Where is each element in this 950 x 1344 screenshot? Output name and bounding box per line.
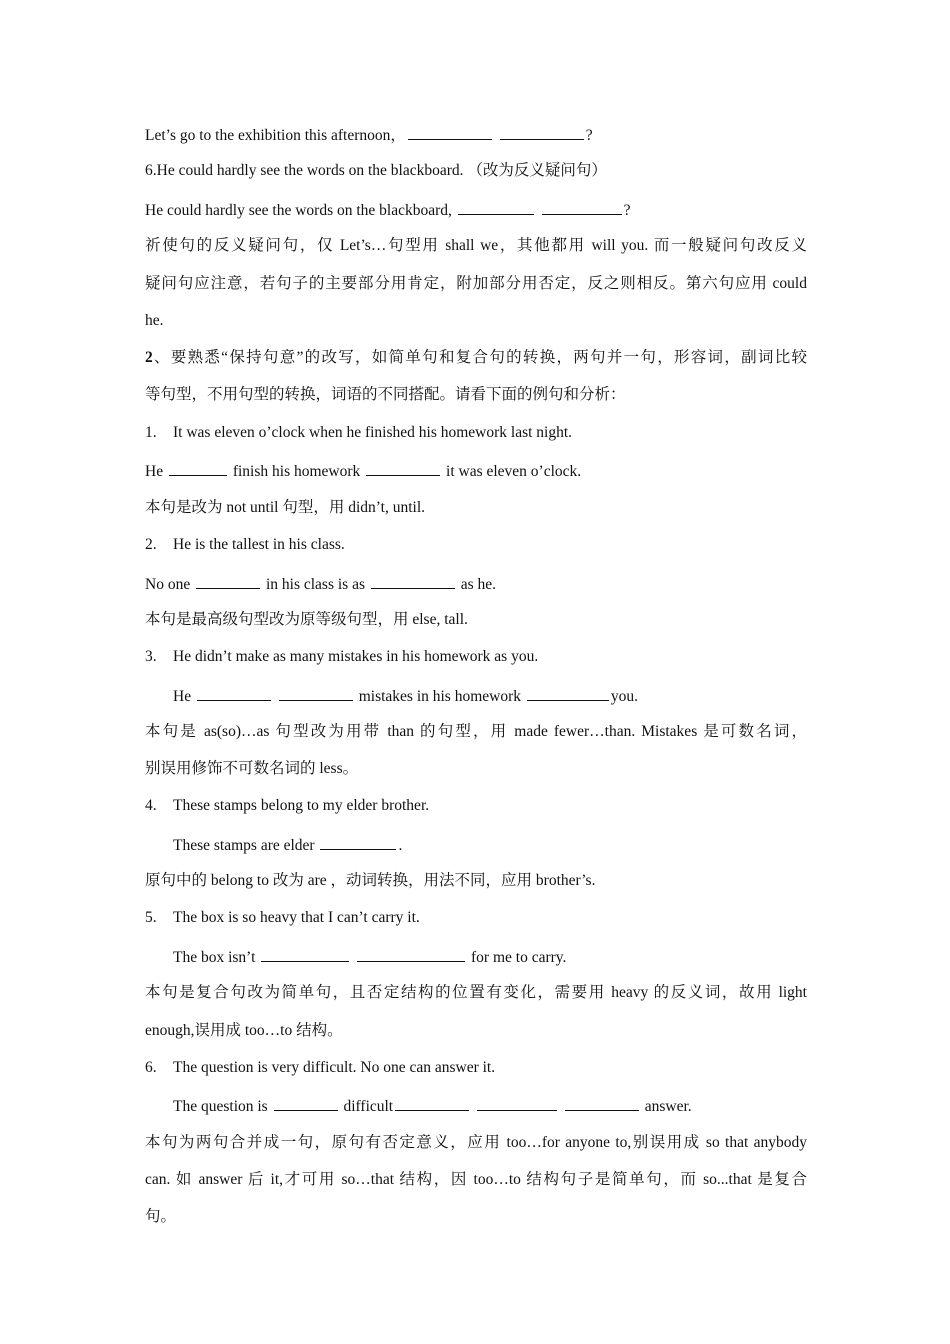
answer-blank[interactable] (542, 199, 622, 215)
answer-blank[interactable] (500, 124, 584, 140)
example-sentence: 4. These stamps belong to my elder brother. (145, 797, 430, 814)
section-heading: 2、要熟悉“保持句意”的改写，如简单句和复合句的转换，两句并一句，形容词，副词比较 (145, 349, 807, 366)
answer-blank[interactable] (357, 946, 465, 962)
answer-blank[interactable] (477, 1095, 557, 1111)
answer-blank[interactable] (527, 685, 609, 701)
exercise-line: He could hardly see the words on the blackboard, ? (145, 199, 807, 221)
explanation-line: can. 如 answer 后 it,才可用 so…that 结构，因 too…to 结构句子是简单句，而 so...that 是复合 (145, 1171, 807, 1188)
explanation-line: 原句中的 belong to 改为 are ，动词转换，用法不同，应用 brother’s. (145, 872, 596, 889)
explanation-line: 本句为两句合并成一句，原句有否定意义，应用 too…for anyone to,别误用成 so that anybody (145, 1134, 807, 1151)
exercise-line: These stamps are elder . (173, 834, 835, 856)
exercise-line: He mistakes in his homework you. (173, 685, 835, 707)
answer-blank[interactable] (197, 685, 271, 701)
example-sentence: 2. He is the tallest in his class. (145, 536, 345, 553)
explanation-line: 句。 (145, 1208, 177, 1225)
example-sentence: 5. The box is so heavy that I can’t carry it. (145, 909, 420, 926)
explanation-line: 本句是最高级句型改为原等级句型，用 else, tall. (145, 611, 468, 628)
answer-blank[interactable] (279, 685, 353, 701)
answer-blank[interactable] (371, 573, 455, 589)
explanation-line: enough,误用成 too…to 结构。 (145, 1022, 343, 1039)
answer-blank[interactable] (169, 460, 227, 476)
exercise-line: No one in his class is as as he. (145, 573, 807, 595)
explanation-line: 本句是复合句改为简单句，且否定结构的位置有变化，需要用 heavy 的反义词，故用 light (145, 984, 807, 1001)
explanation-line: he. (145, 312, 164, 329)
answer-blank[interactable] (408, 124, 492, 140)
section-heading: 等句型，不用句型的转换，词语的不同搭配。请看下面的例句和分析： (145, 386, 626, 403)
explanation-line: 疑问句应注意，若句子的主要部分用肯定，附加部分用否定，反之则相反。第六句应用 could (145, 275, 807, 292)
explanation-line: 别误用修饰不可数名词的 less。 (145, 760, 359, 777)
exercise-line: He finish his homework it was eleven o’clock. (145, 460, 807, 482)
explanation-line: 本句是 as(so)…as 句型改为用带 than 的句型，用 made fewer…than. Mistakes 是可数名词， (145, 723, 807, 740)
exercise-line: 6.He could hardly see the words on the blackboard. （改为反义疑问句） (145, 162, 607, 179)
exercise-line: The question is difficult answer. (173, 1095, 835, 1117)
answer-blank[interactable] (366, 460, 440, 476)
answer-blank[interactable] (196, 573, 260, 589)
example-sentence: 3. He didn’t make as many mistakes in his homework as you. (145, 648, 539, 665)
exercise-line: Let’s go to the exhibition this afternoon， ? (145, 124, 807, 146)
explanation-line: 本句是改为 not until 句型，用 didn’t, until. (145, 499, 426, 516)
answer-blank[interactable] (458, 199, 534, 215)
answer-blank[interactable] (320, 834, 396, 850)
answer-blank[interactable] (261, 946, 349, 962)
exercise-line: The box isn’t for me to carry. (173, 946, 835, 968)
answer-blank[interactable] (395, 1095, 469, 1111)
explanation-line: 祈使句的反义疑问句，仅 Let’s…句型用 shall we，其他都用 will you. 而一般疑问句改反义 (145, 237, 807, 254)
example-sentence: 6. The question is very difficult. No one can answer it. (145, 1059, 496, 1076)
answer-blank[interactable] (274, 1095, 338, 1111)
answer-blank[interactable] (565, 1095, 639, 1111)
example-sentence: 1. It was eleven o’clock when he finished his homework last night. (145, 424, 573, 441)
